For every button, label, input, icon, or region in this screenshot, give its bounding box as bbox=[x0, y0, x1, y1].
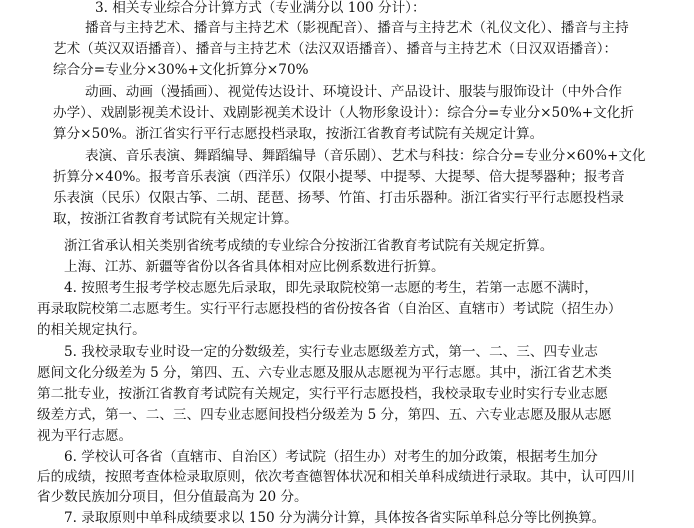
text-line: 视为平行志愿。 bbox=[37, 428, 133, 444]
text-line: 4. 按照考生报考学校志愿先后录取，即先录取院校第一志愿的考生，若第一志愿不满时， bbox=[64, 280, 598, 296]
text-line: 取，按浙江省教育考试院有关规定计算。 bbox=[53, 211, 298, 227]
text-line: 乐表演（民乐）仅限古筝、二胡、琵琶、扬琴、竹笛、打击乐器种。浙江省实行平行志愿投档录 bbox=[53, 190, 624, 206]
text-line: 折算分×40%。报考音乐表演（西洋乐）仅限小提琴、中提琴、大提琴、倍大提琴器种；报考音 bbox=[53, 169, 625, 185]
text-line: 省少数民族加分项目，但分值最高为 20 分。 bbox=[37, 489, 308, 505]
text-line: 级差方式，第一、二、三、四专业志愿间投档分级差为 5 分，第四、五、六专业志愿及服从志愿 bbox=[37, 407, 612, 423]
text-line: 6. 学校认可各省（直辖市、自治区）考试院（招生办）对考生的加分政策，根据考生加分 bbox=[64, 449, 598, 465]
text-line: 上海、江苏、新疆等省份以各省具体相对应比例系数进行折算。 bbox=[64, 259, 445, 275]
text-line: 3. 相关专业综合分计算方式（专业满分以 100 分计）： bbox=[95, 0, 426, 16]
text-line: 的相关规定执行。 bbox=[37, 322, 146, 338]
text-line: 办学）、戏剧影视美术设计、戏剧影视美术设计（人物形象设计）：综合分=专业分×50%+文化折 bbox=[53, 105, 634, 121]
text-line: 算分×50%。浙江省实行平行志愿投档录取，按浙江省教育考试院有关规定计算。 bbox=[53, 126, 544, 142]
text-line: 艺术（英汉双语播音）、播音与主持艺术（法汉双语播音）、播音与主持艺术（日汉双语播音）： bbox=[53, 41, 618, 57]
text-line: 愿间文化分级差为 5 分，第四、五、六专业志愿及服从志愿视为平行志愿。其中，浙江省艺术类 bbox=[37, 365, 612, 381]
text-line: 动画、动画（漫插画）、视觉传达设计、环境设计、产品设计、服装与服饰设计（中外合作 bbox=[85, 84, 622, 100]
text-line: 5. 我校录取专业时设一定的分数级差，实行专业志愿级差方式，第一、二、三、四专业志 bbox=[64, 344, 598, 360]
text-line: 后的成绩，按照考查体检录取原则，依次考查德智体状况和相关单科成绩进行录取。其中，认可四川 bbox=[37, 469, 636, 485]
text-line: 7. 录取原则中单科成绩要求以 150 分为满分计算，具体按各省实际单科总分等比例换算。 bbox=[64, 510, 606, 526]
text-line: 浙江省承认相关类别省统考成绩的专业综合分按浙江省教育考试院有关规定折算。 bbox=[64, 238, 554, 254]
text-line: 播音与主持艺术、播音与主持艺术（影视配音）、播音与主持艺术（礼仪文化）、播音与主持 bbox=[85, 20, 629, 36]
text-line: 表演、音乐表演、舞蹈编导、舞蹈编导（音乐剧）、艺术与科技：综合分=专业分×60%+文化 bbox=[85, 148, 646, 164]
text-line: 第二批专业，按浙江省教育考试院有关规定，实行平行志愿投档，我校录取专业时实行专业志愿 bbox=[37, 386, 608, 402]
text-line: 综合分=专业分×30%+文化折算分×70% bbox=[53, 62, 309, 78]
text-line: 再录取院校第二志愿考生。实行平行志愿投档的省份按各省（自治区、直辖市）考试院（招生办） bbox=[37, 301, 622, 317]
